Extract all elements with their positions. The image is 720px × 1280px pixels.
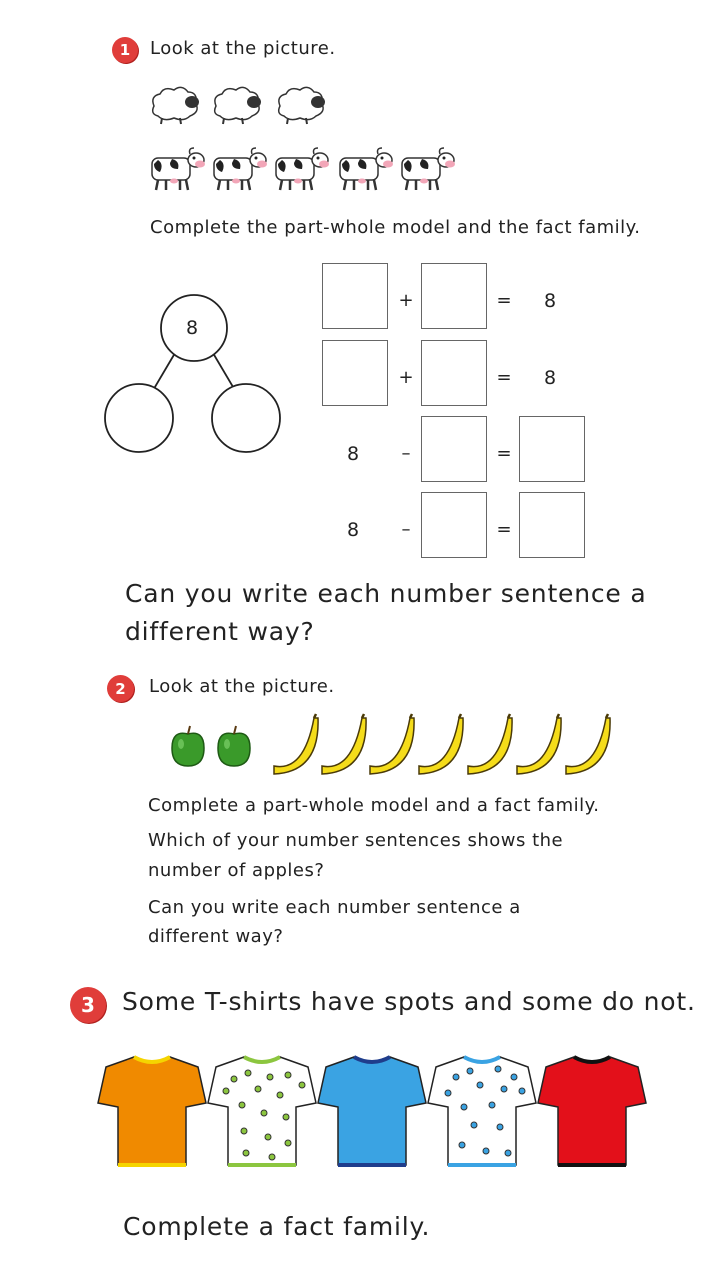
tshirt-icon (98, 1057, 206, 1165)
sheep-icon (215, 87, 261, 124)
apple-icon (172, 726, 204, 766)
banana-icon (419, 714, 463, 774)
cow-icon (214, 148, 267, 190)
apple-group (170, 722, 260, 770)
q1-instruction: Complete the part-whole model and the fact family. (150, 217, 641, 238)
q2-line1: Complete a part-whole model and a fact family. (148, 795, 600, 816)
cow-icon (402, 148, 455, 190)
cow-icon (152, 148, 205, 190)
equals-sign: = (496, 367, 512, 388)
sheep-icon (279, 87, 325, 124)
tshirt-icon (428, 1057, 536, 1165)
banana-icon (468, 714, 512, 774)
equation-result: 8 (544, 290, 557, 312)
tshirt-icon (318, 1057, 426, 1165)
banana-icon (322, 714, 366, 774)
banana-icon (517, 714, 561, 774)
q2-line3a: Can you write each number sentence a (148, 897, 521, 918)
answer-box[interactable] (519, 416, 585, 482)
answer-box[interactable] (322, 340, 388, 406)
apple-icon (218, 726, 250, 766)
cow-icon (276, 148, 329, 190)
answer-box[interactable] (421, 263, 487, 329)
part-circle-left (105, 384, 173, 452)
sheep-icon (153, 87, 199, 124)
banana-group (270, 712, 620, 778)
answer-box[interactable] (322, 263, 388, 329)
tshirt-icon (538, 1057, 646, 1165)
banana-icon (274, 714, 318, 774)
q1-intro: Look at the picture. (150, 38, 336, 59)
cow-group (150, 146, 460, 196)
banana-icon (566, 714, 610, 774)
q2-line2a: Which of your number sentences shows the (148, 830, 564, 851)
minus-sign: – (401, 519, 411, 540)
cow-icon (340, 148, 393, 190)
answer-box[interactable] (519, 492, 585, 558)
q2-line3b: different way? (148, 926, 284, 947)
equals-sign: = (496, 290, 512, 311)
equals-sign: = (496, 519, 512, 540)
plus-sign: + (398, 290, 414, 311)
minus-sign: – (401, 443, 411, 464)
tshirt-group (104, 1055, 654, 1170)
plus-sign: + (398, 367, 414, 388)
banana-icon (370, 714, 414, 774)
whole-value: 8 (186, 317, 199, 339)
equals-sign: = (496, 443, 512, 464)
tshirt-icon (208, 1057, 316, 1165)
q2-intro: Look at the picture. (149, 676, 335, 697)
q3-intro: Some T-shirts have spots and some do not. (122, 987, 696, 1016)
answer-box[interactable] (421, 416, 487, 482)
question-number-1: 1 (112, 37, 138, 63)
equation-minuend: 8 (347, 443, 360, 465)
answer-box[interactable] (421, 492, 487, 558)
q1-question-line2: different way? (125, 617, 315, 646)
q3-closing: Complete a fact family. (123, 1212, 431, 1241)
question-number-3: 3 (70, 987, 106, 1023)
answer-box[interactable] (421, 340, 487, 406)
equation-minuend: 8 (347, 519, 360, 541)
equation-result: 8 (544, 367, 557, 389)
question-number-2: 2 (107, 675, 134, 702)
q1-question-line1: Can you write each number sentence a (125, 579, 647, 608)
q2-line2b: number of apples? (148, 860, 325, 881)
sheep-group (148, 84, 338, 128)
part-circle-right (212, 384, 280, 452)
